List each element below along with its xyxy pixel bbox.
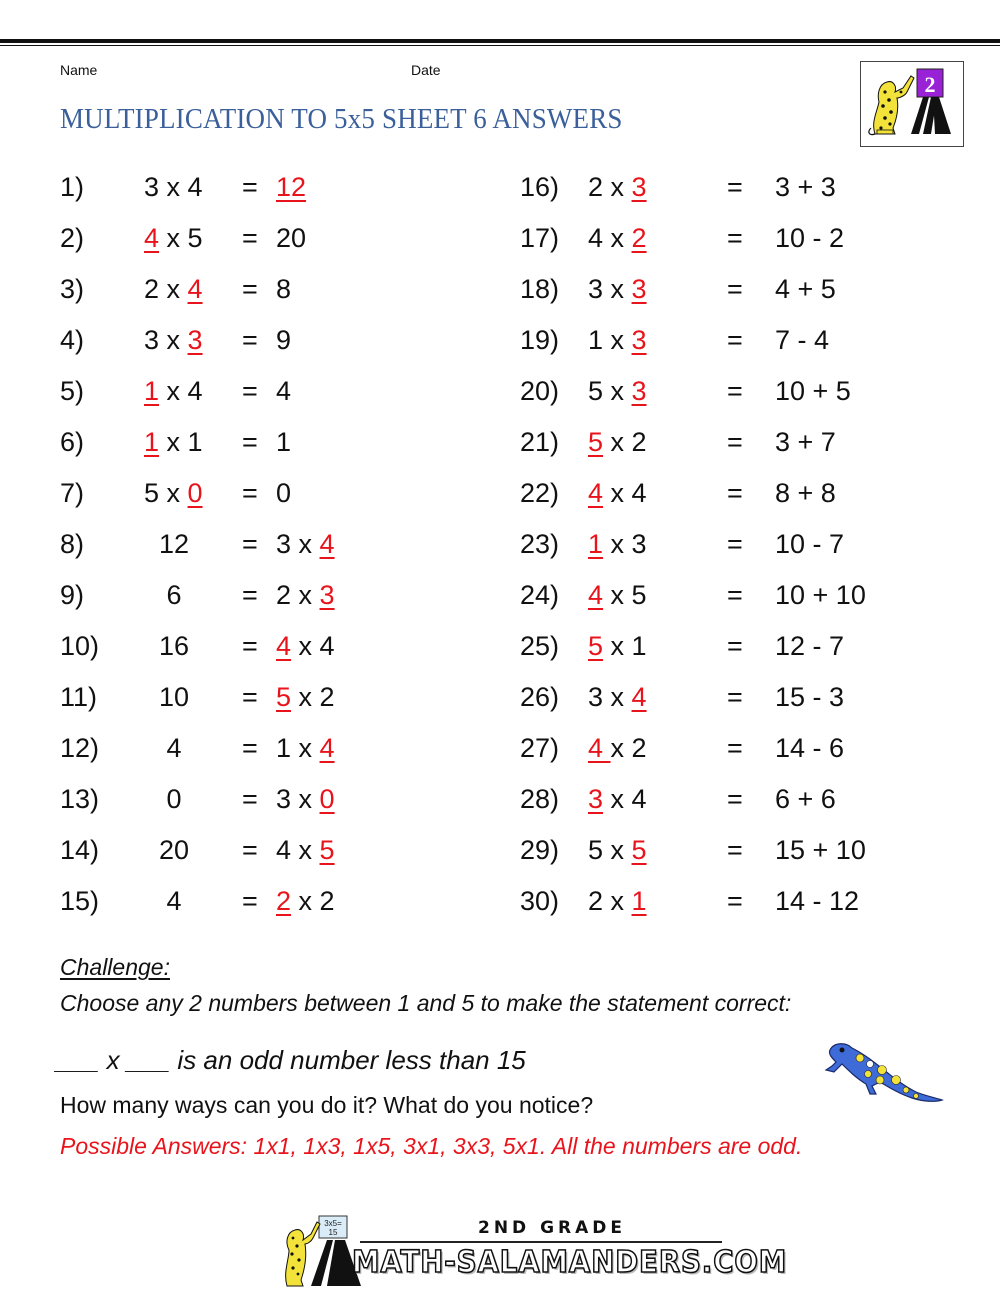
question-number: 10)	[60, 631, 100, 661]
top-rule-thin	[0, 45, 1000, 46]
expr: 3 x	[588, 682, 632, 712]
question-number: 3)	[60, 274, 85, 304]
question-number: 5)	[60, 376, 85, 406]
answer: 4	[631, 682, 647, 712]
equals-sign: =	[242, 631, 258, 661]
equals-sign: =	[727, 325, 743, 355]
question-rhs: 10 + 5	[775, 376, 851, 406]
question-number: 23)	[520, 529, 560, 559]
expr: x 2	[603, 427, 647, 457]
equals-sign: =	[727, 886, 743, 916]
expr: 3 x	[276, 784, 320, 814]
question-rhs	[276, 677, 335, 717]
equals-sign: =	[242, 886, 258, 916]
expr: 5 x	[144, 478, 188, 508]
question-rhs: 10 - 7	[775, 529, 845, 559]
answer: 3	[631, 274, 647, 304]
question-lhs	[144, 218, 203, 258]
question-number: 27)	[520, 733, 560, 763]
answer: 2	[631, 223, 647, 253]
question-rhs: 9	[276, 325, 292, 355]
equals-sign: =	[242, 478, 258, 508]
expr: x 4	[291, 631, 335, 661]
answer: 4	[187, 274, 203, 304]
challenge-instruction: Choose any 2 numbers between 1 and 5 to make the statement correct:	[60, 990, 792, 1016]
question-rhs: 10 + 10	[775, 580, 866, 610]
equals-sign: =	[242, 784, 258, 814]
expr: 3 x 4	[144, 172, 203, 202]
question-rhs: 8	[276, 274, 292, 304]
question-rhs: 12 - 7	[775, 631, 845, 661]
question-lhs: 12	[158, 529, 190, 559]
answer: 5	[588, 631, 604, 661]
question-rhs	[276, 167, 306, 207]
expr: x 4	[603, 478, 647, 508]
board-text-2: 15	[328, 1228, 338, 1237]
answer: 0	[319, 784, 335, 814]
equals-sign: =	[242, 172, 258, 202]
expr: 2 x	[588, 886, 632, 916]
equals-sign: =	[242, 529, 258, 559]
expr: x 2	[291, 682, 335, 712]
answer: 1	[588, 529, 604, 559]
question-lhs: 20	[158, 835, 190, 865]
question-number: 6)	[60, 427, 85, 457]
equals-sign: =	[242, 733, 258, 763]
expr: 4 x	[276, 835, 320, 865]
answer: 1	[144, 427, 160, 457]
answer: 5	[631, 835, 647, 865]
question-rhs	[276, 626, 335, 666]
expr: x 2	[610, 733, 647, 763]
equals-sign: =	[727, 631, 743, 661]
challenge-statement: ___ x ___ is an odd number less than 15	[56, 1045, 526, 1075]
answer: 3	[631, 376, 647, 406]
equals-sign: =	[727, 835, 743, 865]
answer: 4	[144, 223, 160, 253]
expr: 5 x	[588, 835, 632, 865]
top-rule-thick	[0, 39, 1000, 43]
equals-sign: =	[727, 733, 743, 763]
question-lhs: 0	[166, 784, 182, 814]
question-rhs: 7 - 4	[775, 325, 830, 355]
expr: 3 x	[144, 325, 188, 355]
expr: x 3	[603, 529, 647, 559]
challenge-heading: Challenge:	[60, 954, 170, 980]
question-lhs: 10	[158, 682, 190, 712]
question-number: 18)	[520, 274, 560, 304]
answer: 3	[631, 172, 647, 202]
answer: 2	[276, 886, 292, 916]
equals-sign: =	[242, 325, 258, 355]
question-rhs: 4 + 5	[775, 274, 836, 304]
question-lhs	[588, 218, 647, 258]
equals-sign: =	[242, 835, 258, 865]
grade-logo	[860, 61, 964, 147]
question-rhs: 3 + 7	[775, 427, 836, 457]
expr: x 1	[159, 427, 203, 457]
question-number: 28)	[520, 784, 560, 814]
question-number: 12)	[60, 733, 100, 763]
question-rhs: 8 + 8	[775, 478, 836, 508]
question-lhs	[588, 779, 647, 819]
salamander-board-icon	[277, 1212, 362, 1290]
expr: 2 x	[144, 274, 188, 304]
expr: x 5	[603, 580, 647, 610]
question-lhs	[144, 269, 203, 309]
question-number: 4)	[60, 325, 85, 355]
question-lhs	[588, 473, 647, 513]
question-lhs	[144, 473, 203, 513]
answer: 3	[631, 325, 647, 355]
equals-sign: =	[727, 529, 743, 559]
question-lhs: 4	[166, 886, 182, 916]
question-rhs: 14 - 12	[775, 886, 860, 916]
question-rhs: 15 + 10	[775, 835, 866, 865]
question-lhs	[588, 422, 647, 462]
answer: 5	[319, 835, 335, 865]
question-rhs: 14 - 6	[775, 733, 845, 763]
answer: 4	[276, 631, 292, 661]
answer: 3	[588, 784, 604, 814]
question-number: 16)	[520, 172, 560, 202]
question-lhs	[588, 371, 647, 411]
question-lhs	[588, 626, 647, 666]
question-rhs: 3 + 3	[775, 172, 836, 202]
question-number: 21)	[520, 427, 560, 457]
question-number: 25)	[520, 631, 560, 661]
answer: 1	[631, 886, 647, 916]
question-rhs: 15 - 3	[775, 682, 845, 712]
question-number: 13)	[60, 784, 100, 814]
question-lhs	[144, 422, 203, 462]
possible-answers: Possible Answers: 1x1, 1x3, 1x5, 3x1, 3x3, 5x1. All the numbers are odd.	[60, 1133, 803, 1159]
equals-sign: =	[727, 172, 743, 202]
answer: 4	[588, 580, 604, 610]
equals-sign: =	[242, 223, 258, 253]
question-number: 8)	[60, 529, 85, 559]
question-rhs: 4	[276, 376, 292, 406]
question-lhs	[588, 677, 647, 717]
expr: x 2	[291, 886, 335, 916]
question-number: 17)	[520, 223, 560, 253]
name-label: Name	[60, 62, 98, 78]
question-rhs	[276, 830, 335, 870]
question-lhs: 4	[166, 733, 182, 763]
question-number: 1)	[60, 172, 85, 202]
equals-sign: =	[242, 580, 258, 610]
page-title: MULTIPLICATION TO 5x5 SHEET 6 ANSWERS	[60, 103, 623, 135]
answer: 4	[588, 733, 611, 763]
footer-grade: 2ND GRADE	[478, 1218, 627, 1238]
question-rhs	[276, 575, 335, 615]
question-number: 2)	[60, 223, 85, 253]
question-number: 11)	[60, 682, 98, 712]
expr: 3 x	[276, 529, 320, 559]
board-text-1: 3x5=	[324, 1219, 342, 1228]
expr: x 1	[603, 631, 647, 661]
question-rhs	[276, 524, 335, 564]
question-number: 14)	[60, 835, 100, 865]
question-lhs	[588, 320, 647, 360]
question-number: 22)	[520, 478, 560, 508]
question-lhs	[588, 728, 647, 768]
grade-badge-number: 2	[924, 72, 936, 97]
equals-sign: =	[242, 274, 258, 304]
equals-sign: =	[727, 427, 743, 457]
footer-divider	[360, 1241, 722, 1243]
blue-salamander-icon	[812, 1032, 947, 1112]
expr: x 5	[159, 223, 203, 253]
footer-site-name: MATH-SALAMANDERS.COM	[352, 1245, 788, 1280]
expr: x 4	[159, 376, 203, 406]
question-rhs	[276, 881, 335, 921]
question-number: 7)	[60, 478, 85, 508]
question-rhs: 0	[276, 478, 292, 508]
equals-sign: =	[727, 580, 743, 610]
answer: 1	[144, 376, 160, 406]
question-lhs	[588, 269, 647, 309]
question-lhs	[144, 167, 203, 207]
question-rhs	[276, 779, 335, 819]
question-rhs: 6 + 6	[775, 784, 836, 814]
expr: 1 x	[276, 733, 320, 763]
question-lhs	[588, 575, 647, 615]
equals-sign: =	[727, 682, 743, 712]
question-number: 15)	[60, 886, 100, 916]
question-number: 24)	[520, 580, 560, 610]
question-number: 9)	[60, 580, 85, 610]
salamander-easel-icon	[861, 62, 963, 146]
answer: 5	[588, 427, 604, 457]
question-lhs	[144, 320, 203, 360]
answer: 3	[187, 325, 203, 355]
expr: x 4	[603, 784, 647, 814]
equals-sign: =	[727, 784, 743, 814]
question-number: 20)	[520, 376, 560, 406]
answer: 5	[276, 682, 292, 712]
expr: 2 x	[276, 580, 320, 610]
question-lhs	[588, 524, 647, 564]
question-lhs	[588, 881, 647, 921]
date-label: Date	[411, 62, 441, 78]
question-rhs	[276, 728, 335, 768]
equals-sign: =	[727, 223, 743, 253]
question-lhs	[588, 830, 647, 870]
expr: 5 x	[588, 376, 632, 406]
answer: 4	[319, 529, 335, 559]
expr: 3 x	[588, 274, 632, 304]
question-number: 29)	[520, 835, 560, 865]
equals-sign: =	[242, 682, 258, 712]
expr: 1 x	[588, 325, 632, 355]
question-number: 26)	[520, 682, 560, 712]
question-rhs: 20	[276, 223, 307, 253]
equals-sign: =	[727, 478, 743, 508]
expr: 2 x	[588, 172, 632, 202]
equals-sign: =	[727, 274, 743, 304]
answer: 12	[276, 172, 307, 202]
challenge-question: How many ways can you do it? What do you notice?	[60, 1092, 594, 1118]
question-lhs	[144, 371, 203, 411]
answer: 3	[319, 580, 335, 610]
question-rhs: 10 - 2	[775, 223, 845, 253]
question-lhs	[588, 167, 647, 207]
answer: 4	[319, 733, 335, 763]
equals-sign: =	[242, 427, 258, 457]
question-lhs: 6	[166, 580, 182, 610]
equals-sign: =	[242, 376, 258, 406]
equals-sign: =	[727, 376, 743, 406]
question-lhs: 16	[158, 631, 190, 661]
answer: 0	[187, 478, 203, 508]
question-rhs: 1	[276, 427, 292, 457]
question-number: 30)	[520, 886, 560, 916]
question-number: 19)	[520, 325, 560, 355]
answer: 4	[588, 478, 604, 508]
expr: 4 x	[588, 223, 632, 253]
